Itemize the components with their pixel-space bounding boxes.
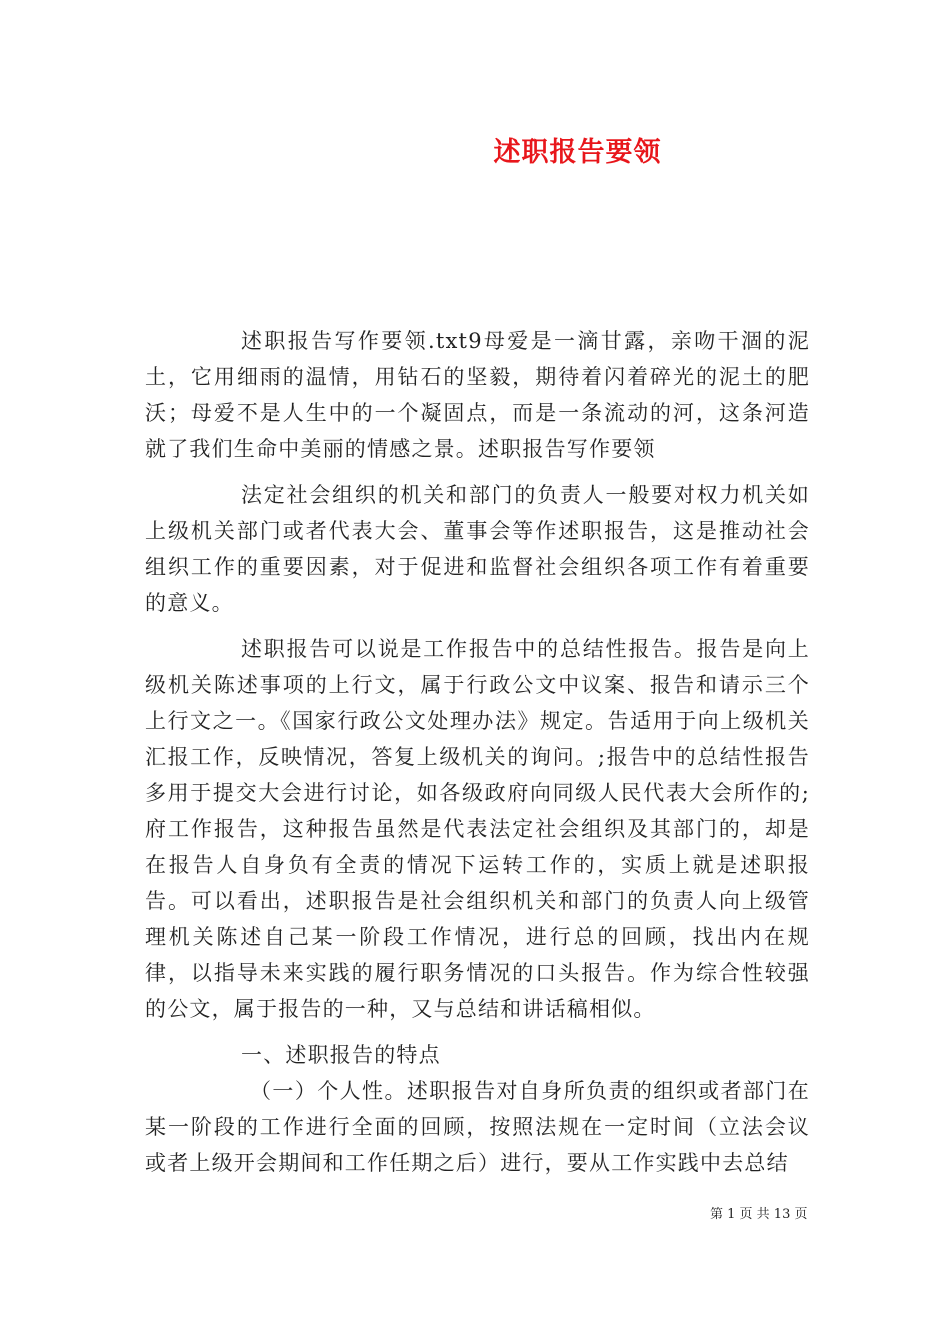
section-heading: 一、述职报告的特点	[241, 1043, 441, 1067]
page-number: 第 1 页 共 13 页	[710, 1207, 808, 1222]
paragraph-definition: 法定社会组织的机关和部门的负责人一般要对权力机关如上级机关部门或者代表大会、董事会等作述职报告，这是推动社会组织工作的重要因素，对于促进和监督社会组织各项工作有着重要的意义。	[145, 483, 810, 615]
document-body	[145, 323, 810, 1181]
document-title: 述职报告要领	[493, 137, 662, 168]
paragraph-nature: 述职报告可以说是工作报告中的总结性报告。报告是向上级机关陈述事项的上行文，属于行政公文中议案、报告和请示三个上行文之一。《国家行政公文处理办法》规定。告适用于向上级机关汇报工作，反映情况，答复上级机关的询问。;报告中的总结性报告多用于提交大会进行讨论，如各级政府向同级人民代表大会所作的;府工作报告，这种报告虽然是代表法定社会组织及其部门的，却是在报告人自身负有全责的情况下运转工作的，实质上就是述职报告。可以看出，述职报告是社会组织机关和部门的负责人向上级管理机关陈述自己某一阶段工作情况，进行总的回顾，找出内在规律，以指导未来实践的履行职务情况的口头报告。作为综合性较强的公文，属于报告的一种，又与总结和讲话稿相似。	[145, 637, 810, 1021]
paragraph-intro: 述职报告写作要领.txt9母爱是一滴甘露，亲吻干涸的泥土，它用细雨的温情，用钻石的坚毅，期待着闪着碎光的泥土的肥沃；母爱不是人生中的一个凝固点，而是一条流动的河，这条河造就了我们生命中美丽的情感之景。述职报告写作要领	[145, 329, 810, 461]
subsection-paragraph: （一）个人性。述职报告对自身所负责的组织或者部门在某一阶段的工作进行全面的回顾，按照法规在一定时间（立法会议或者上级开会期间和工作任期之后）进行，要从工作实践中去总结	[145, 1079, 810, 1175]
